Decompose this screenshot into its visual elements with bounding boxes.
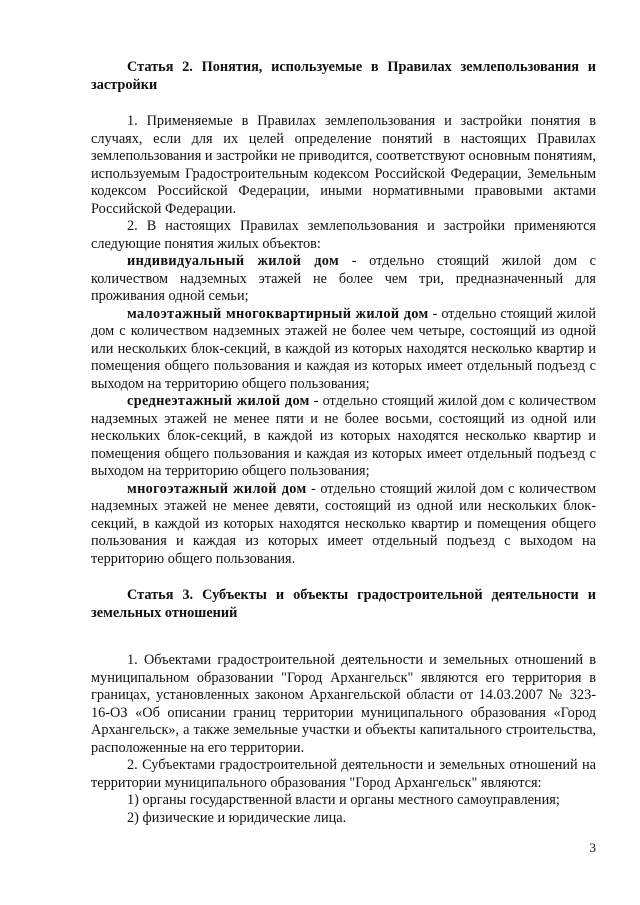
definition-text: - отдельно стоящий жилой дом с количеством надземных этажей не менее девяти, состоящий из одной или нескольких блок-секций, в каждой из которых находятся несколько квартир и помещения общего пользования и каждая из которых имеет отдельный подъезд с выходом на территорию общего пользования. xyxy=(91,480,596,567)
definition-term: индивидуальный жилой дом xyxy=(127,253,340,269)
definition-text: - отдельно стоящий жилой дом с количеством надземных этажей не более чем четыре, состоящий из одной или нескольких блок-секций, в каждой из которых находятся несколько квартир и помещения общего пользования и каждая из которых имеет отдельный подъезд с выходом на территорию общего пользования; xyxy=(91,305,596,392)
article-3-paragraph-1: 1. Объектами градостроительной деятельности и земельных отношений в муниципальном образовании "Город Архангельск" являются его территория в границах, установленных законом Архангельской области от 14.03.2007 № 323-16-ОЗ «Об описании границ территории муниципального образования «Город Архангельск», а также земельные участки и объекты капитального строительства, расположенные на его территории. xyxy=(91,652,596,756)
definition-term: малоэтажный многоквартирный жилой дом xyxy=(127,305,429,322)
definition-text: - отдельно стоящий жилой дом с количеством надземных этажей не менее пяти и не более восьми, состоящий из одной или нескольких блок-секций, в каждой из которых находятся несколько квартир и помещения общего пользования и каждая из которых имеет отдельный подъезд с выходом на территорию общего пользования; xyxy=(91,393,597,479)
definition-term: многоэтажный жилой дом xyxy=(127,480,307,497)
article-3-list-item-2: 2) физические и юридические лица. xyxy=(127,809,347,826)
document-page xyxy=(91,59,596,827)
article-2-paragraph-1: 1. Применяемые в Правилах землепользования и застройки понятия в случаях, если для их целей определение понятий в настоящих Правилах землепользования и застройки не приводится, соответствуют основным понятиям, используемым Градостроительным кодексом Российской Федерации, Земельным кодексом Российской Федерации, иными нормативными правовыми актами Российской Федерации. xyxy=(91,113,596,217)
page-number: 3 xyxy=(589,840,596,855)
definition-high-rise-house xyxy=(91,481,596,569)
definition-text: - отдельно стоящий жилой дом с количеством надземных этажей не более чем три, предназначенный для проживания одной семьи; xyxy=(91,253,596,304)
definition-low-rise-apartment xyxy=(91,306,596,394)
article-2-paragraph-2: 2. В настоящих Правилах землепользования и застройки применяются следующие понятия жилых объектов: xyxy=(91,218,596,252)
definition-individual-house xyxy=(91,253,596,306)
article-3-paragraph-2: 2. Субъектами градостроительной деятельности и земельных отношений на территории муниципального образования "Город Архангельск" являются: xyxy=(91,757,596,791)
article-2-heading: Статья 2. Понятия, используемые в Правилах землепользования и застройки xyxy=(91,59,596,93)
definition-term: среднеэтажный жилой дом xyxy=(127,393,310,409)
article-3-list-item-1: 1) органы государственной власти и органы местного самоуправления; xyxy=(127,792,560,808)
article-3-heading: Статья 3. Субъекты и объекты градостроительной деятельности и земельных отношений xyxy=(91,587,596,621)
definition-mid-rise-house xyxy=(91,393,596,481)
